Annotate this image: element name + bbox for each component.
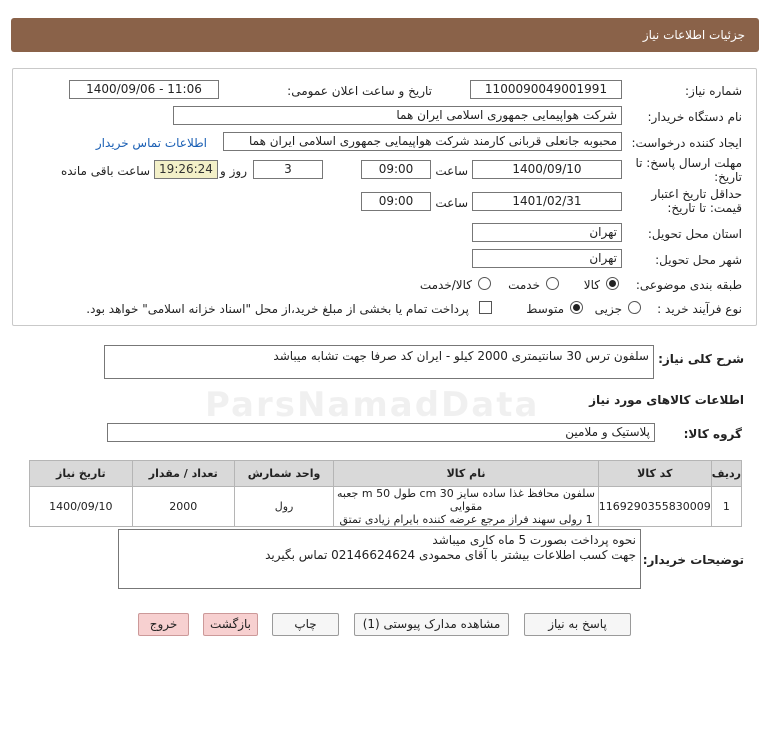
row-name-line2: 1 رولی سهند فراز مرجع عرضه کننده بایرام زیادی تمتق bbox=[339, 513, 593, 526]
process-minor-label: جزیی bbox=[594, 302, 622, 316]
category-label: طبقه بندی موضوعی: bbox=[635, 278, 742, 292]
buyer-notes-line1: نحوه پرداخت بصورت 5 ماه کاری میباشد bbox=[432, 533, 636, 547]
category-goods-service-label: کالا/خدمت bbox=[419, 278, 472, 292]
buyer-notes-field bbox=[118, 529, 641, 589]
remaining-time-label: ساعت باقی مانده bbox=[60, 164, 150, 178]
row-unit: رول bbox=[234, 487, 333, 527]
goods-group-field: پلاستیک و ملامین bbox=[107, 423, 655, 442]
days-remaining-field: 3 bbox=[253, 160, 323, 179]
col-code: کد کالا bbox=[598, 461, 711, 487]
description-field: سلفون ترس 30 سانتیمتری 2000 کیلو - ایران کد صرفا جهت تشابه میباشد bbox=[104, 345, 654, 379]
reply-button[interactable]: پاسخ به نیاز bbox=[524, 613, 631, 636]
col-unit: واحد شمارش bbox=[234, 461, 333, 487]
goods-table-header bbox=[30, 461, 742, 487]
row-name-line1: سلفون محافظ غذا ساده سایز 30 cm طول 50 m جعبه مقوایی bbox=[337, 487, 596, 513]
category-goods-label: کالا bbox=[583, 278, 600, 292]
validity-label-date: قیمت: تا تاریخ: bbox=[667, 201, 742, 215]
col-qty: تعداد / مقدار bbox=[132, 461, 234, 487]
process-medium-label: متوسط bbox=[526, 302, 564, 316]
goods-group-label: گروه کالا: bbox=[683, 427, 742, 441]
exit-button[interactable]: خروج bbox=[138, 613, 189, 636]
remaining-time-field: 19:26:24 bbox=[154, 160, 218, 179]
category-service-label: خدمت bbox=[508, 278, 540, 292]
col-row: ردیف bbox=[711, 461, 741, 487]
buyer-org-label: نام دستگاه خریدار: bbox=[647, 110, 742, 124]
need-number-label: شماره نیاز: bbox=[685, 84, 742, 98]
print-button[interactable]: چاپ bbox=[272, 613, 339, 636]
treasury-payment-checkbox[interactable] bbox=[479, 301, 492, 314]
deadline-date-field: 1400/09/10 bbox=[472, 160, 622, 179]
requester-label: ایجاد کننده درخواست: bbox=[631, 136, 742, 150]
deadline-label-date: تاریخ: bbox=[714, 170, 742, 184]
col-date: تاریخ نیاز bbox=[30, 461, 133, 487]
back-button[interactable]: بازگشت bbox=[203, 613, 258, 636]
city-label: شهر محل تحویل: bbox=[655, 253, 742, 267]
page-header bbox=[11, 18, 759, 52]
goods-section-title: اطلاعات کالاهای مورد نیاز bbox=[589, 393, 744, 407]
days-label: روز و bbox=[220, 164, 247, 178]
process-minor-radio[interactable] bbox=[628, 301, 641, 314]
category-goods-service-radio[interactable] bbox=[478, 277, 491, 290]
row-qty: 2000 bbox=[132, 487, 234, 527]
deadline-time-label: ساعت bbox=[435, 164, 468, 178]
province-field: تهران bbox=[472, 223, 622, 242]
watermark-logo: ParsNamadData bbox=[205, 385, 540, 425]
validity-label: حداقل تاریخ اعتبار bbox=[651, 187, 742, 201]
deadline-time-field: 09:00 bbox=[361, 160, 431, 179]
category-service-radio[interactable] bbox=[546, 277, 559, 290]
province-label: استان محل تحویل: bbox=[647, 227, 742, 241]
category-goods-radio[interactable] bbox=[606, 277, 619, 290]
buyer-notes-label: توضیحات خریدار: bbox=[642, 553, 744, 567]
announce-date-field: 1400/09/06 - 11:06 bbox=[69, 80, 219, 99]
description-label: شرح کلی نیاز: bbox=[658, 352, 744, 366]
table-row bbox=[30, 487, 742, 527]
page-title: جزئیات اطلاعات نیاز bbox=[642, 28, 745, 42]
buyer-org-field: شرکت هواپیمایی جمهوری اسلامی ایران هما bbox=[173, 106, 622, 125]
row-code: 1169290355830009 bbox=[598, 487, 711, 527]
col-name: نام کالا bbox=[334, 461, 599, 487]
process-label: نوع فرآیند خرید : bbox=[657, 302, 742, 316]
row-number: 1 bbox=[711, 487, 741, 527]
need-number-field: 1100090049001991 bbox=[470, 80, 622, 99]
buyer-notes-line2: جهت کسب اطلاعات بیشتر با آقای محمودی 02146624624 تماس بگیرید bbox=[265, 548, 636, 562]
process-medium-radio[interactable] bbox=[570, 301, 583, 314]
row-date: 1400/09/10 bbox=[30, 487, 133, 527]
treasury-payment-label: پرداخت تمام یا بخشی از مبلغ خرید،از محل "اسناد خزانه اسلامی" خواهد بود. bbox=[86, 302, 469, 316]
validity-time-field: 09:00 bbox=[361, 192, 431, 211]
validity-time-label: ساعت bbox=[435, 196, 468, 210]
goods-table bbox=[29, 460, 742, 527]
view-attachments-button[interactable]: مشاهده مدارک پیوستی (1) bbox=[354, 613, 509, 636]
city-field: تهران bbox=[472, 249, 622, 268]
announce-date-label: تاریخ و ساعت اعلان عمومی: bbox=[287, 84, 432, 98]
requester-field: محبوبه جانعلی قربانی کارمند شرکت هواپیمایی جمهوری اسلامی ایران هما bbox=[223, 132, 622, 151]
validity-date-field: 1401/02/31 bbox=[472, 192, 622, 211]
deadline-label: مهلت ارسال پاسخ: تا bbox=[635, 156, 742, 170]
buyer-contact-link[interactable]: اطلاعات تماس خریدار bbox=[95, 136, 207, 150]
row-name bbox=[334, 487, 599, 527]
